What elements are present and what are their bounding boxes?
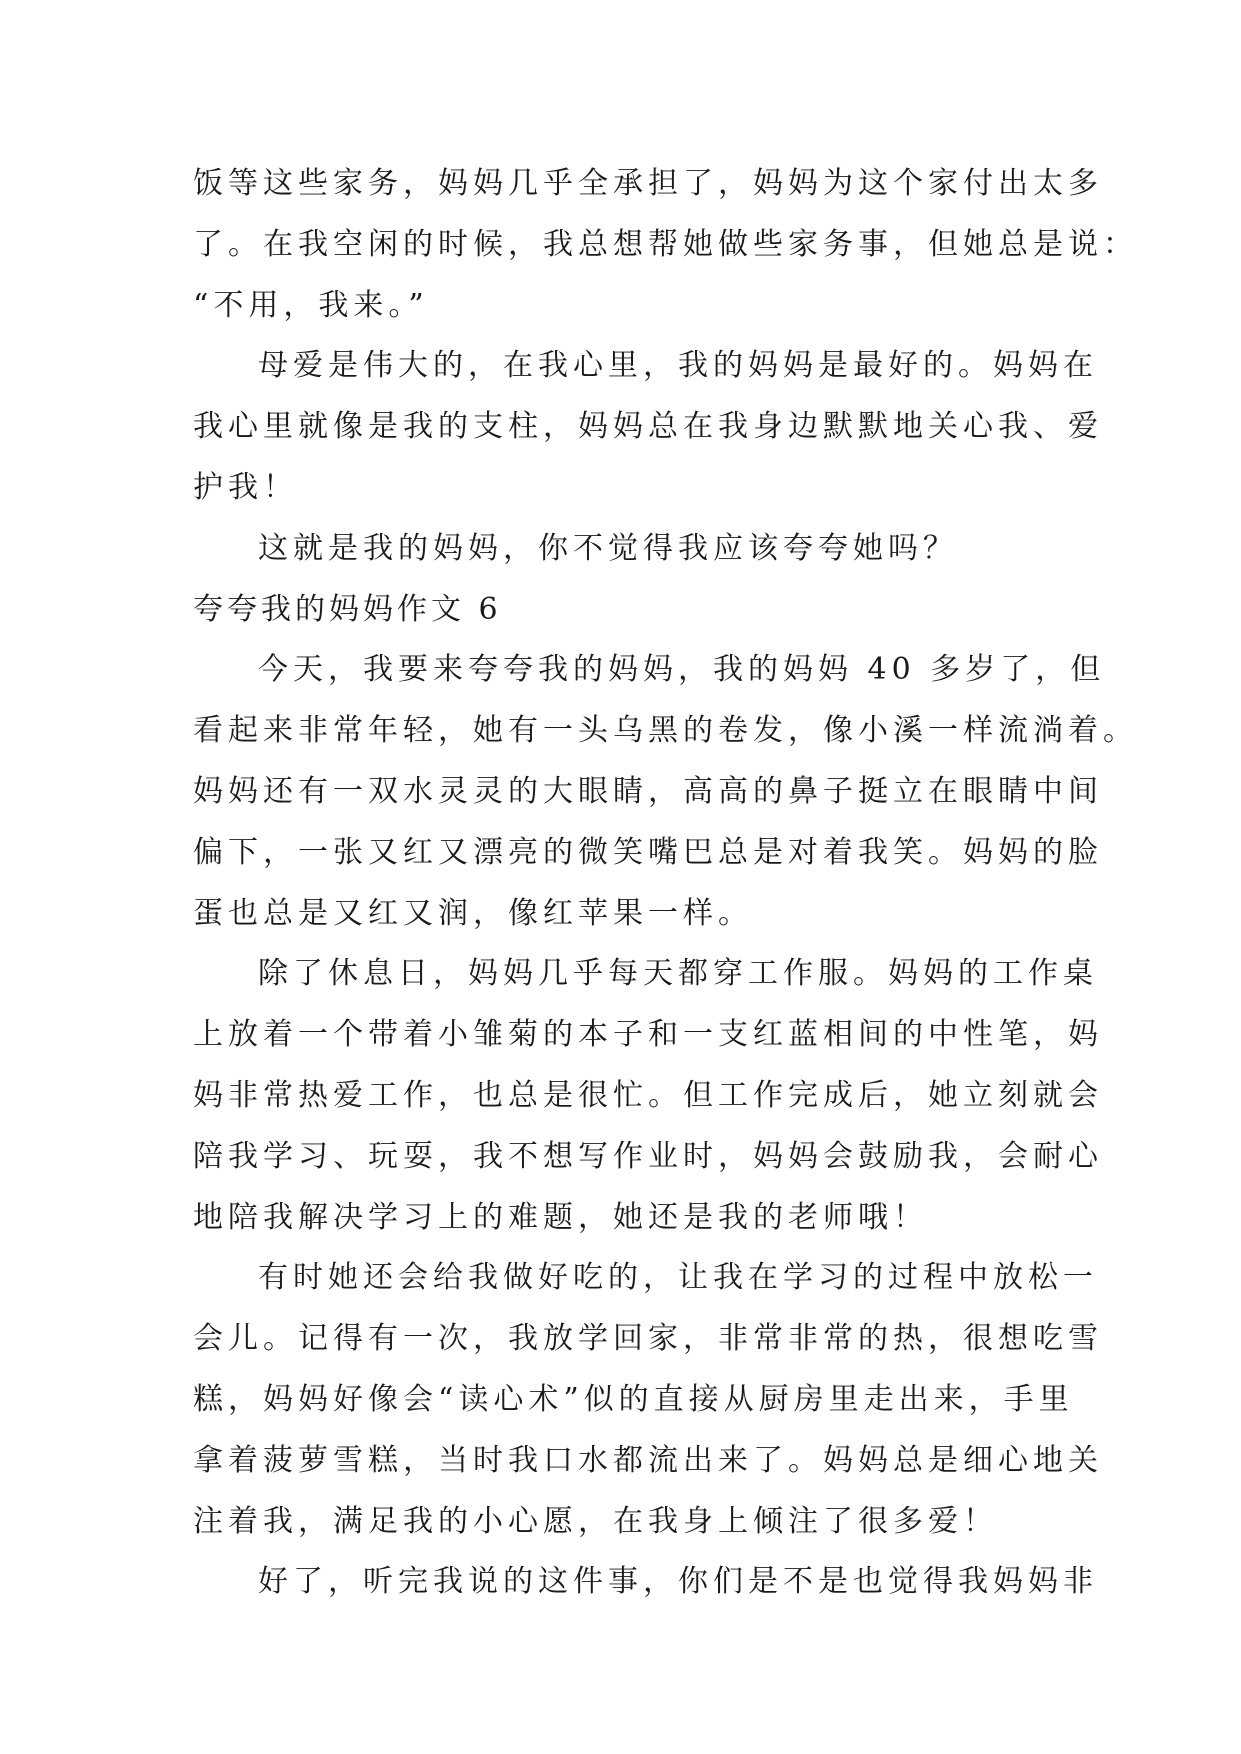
text-line: 拿着菠萝雪糕，当时我口水都流出来了。妈妈总是细心地关 xyxy=(193,1442,1103,1478)
text-line: 有时她还会给我做好吃的，让我在学习的过程中放松一 xyxy=(258,1260,1098,1296)
text-line: 偏下，一张又红又漂亮的微笑嘴巴总是对着我笑。妈妈的脸 xyxy=(193,834,1103,870)
text-line: 这就是我的妈妈，你不觉得我应该夸夸她吗？ xyxy=(258,530,958,566)
document-page xyxy=(193,154,1138,1613)
text-line: 看起来非常年轻，她有一头乌黑的卷发，像小溪一样流淌着。 xyxy=(193,713,1138,749)
text-line: 母爱是伟大的，在我心里，我的妈妈是最好的。妈妈在 xyxy=(258,348,1098,384)
text-line: 上放着一个带着小雏菊的本子和一支红蓝相间的中性笔，妈 xyxy=(193,1017,1103,1053)
text-line: 糕，妈妈好像会“读心术”似的直接从厨房里走出来，手里 xyxy=(193,1381,1074,1417)
text-line: 除了休息日，妈妈几乎每天都穿工作服。妈妈的工作桌 xyxy=(258,956,1098,992)
text-line: “不用，我来。” xyxy=(193,287,429,323)
text-line: 妈妈还有一双水灵灵的大眼睛，高高的鼻子挺立在眼睛中间 xyxy=(193,773,1103,809)
text-line: 蛋也总是又红又润，像红苹果一样。 xyxy=(193,895,753,931)
text-line: 地陪我解决学习上的难题，她还是我的老师哦！ xyxy=(193,1199,928,1235)
text-line: 护我！ xyxy=(193,469,298,505)
text-line: 会儿。记得有一次，我放学回家，非常非常的热，很想吃雪 xyxy=(193,1321,1103,1357)
text-line: 了。在我空闲的时候，我总想帮她做些家务事，但她总是说： xyxy=(193,226,1138,262)
section-heading: 夸夸我的妈妈作文 6 xyxy=(193,591,502,627)
text-line: 我心里就像是我的支柱，妈妈总在我身边默默地关心我、爱 xyxy=(193,409,1103,445)
text-line: 注着我，满足我的小心愿，在我身上倾注了很多爱！ xyxy=(193,1503,998,1539)
text-line: 妈非常热爱工作，也总是很忙。但工作完成后，她立刻就会 xyxy=(193,1077,1103,1113)
text-line: 饭等这些家务，妈妈几乎全承担了，妈妈为这个家付出太多 xyxy=(193,166,1103,201)
text-line: 陪我学习、玩耍，我不想写作业时，妈妈会鼓励我，会耐心 xyxy=(193,1138,1103,1174)
text-line: 今天，我要来夸夸我的妈妈，我的妈妈 40 多岁了，但 xyxy=(258,652,1106,688)
text-line: 好了，听完我说的这件事，你们是不是也觉得我妈妈非 xyxy=(258,1564,1098,1600)
